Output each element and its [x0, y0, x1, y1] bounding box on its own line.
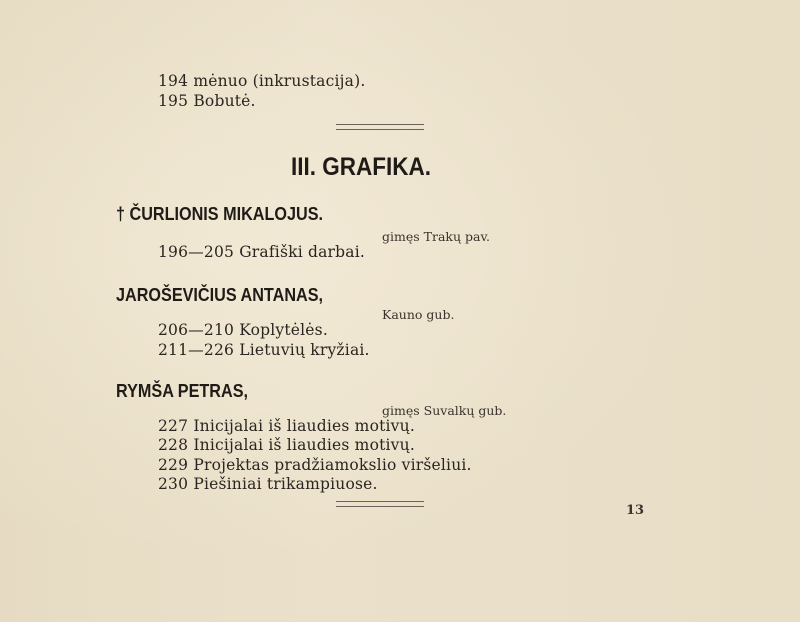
entry-title: Inicijalai iš liaudies motivų.: [193, 417, 415, 435]
entry-title: Lietuvių kryžiai.: [239, 341, 370, 359]
entry-number: 195: [158, 92, 189, 110]
end-divider: [336, 501, 424, 507]
entry-title: Projektas pradžiamokslio viršeliui.: [193, 456, 472, 474]
entry-title: mėnuo (inkrustacija).: [193, 72, 366, 90]
artist-origin: Kauno gub.: [382, 307, 455, 322]
work-entry: [158, 417, 415, 435]
entry-title: Bobutė.: [193, 92, 256, 110]
artist-origin: gimęs Trakų pav.: [382, 229, 491, 244]
work-entry: [158, 456, 472, 474]
entry-number: 206—210: [158, 321, 235, 339]
artist-name: † ČURLIONIS MIKALOJUS.: [116, 204, 324, 224]
entry-title: Piešiniai trikampiuose.: [193, 475, 378, 493]
show-through-text: [560, 95, 780, 395]
entry-number: 211—226: [158, 341, 235, 359]
page-number: 13: [626, 503, 645, 518]
section-divider: [336, 124, 424, 130]
entry-title: Grafiški darbai.: [239, 243, 365, 261]
entry-195: [158, 92, 256, 110]
artist-origin: gimęs Suvalkų gub.: [382, 403, 507, 418]
artist-name: JAROŠEVIČIUS ANTANAS,: [116, 285, 324, 305]
entry-title: Inicijalai iš liaudies motivų.: [193, 436, 415, 454]
entry-number: 230: [158, 475, 189, 493]
work-entry: [158, 475, 378, 493]
entry-number: 196—205: [158, 243, 235, 261]
section-title: III. GRAFIKA.: [291, 153, 432, 181]
work-entry: [158, 436, 415, 454]
entry-title: Koplytėlės.: [239, 321, 328, 339]
entry-number: 229: [158, 456, 189, 474]
entry-number: 227: [158, 417, 189, 435]
artist-name: RYMŠA PETRAS,: [116, 381, 249, 401]
work-entry: [158, 243, 365, 261]
entry-number: 228: [158, 436, 189, 454]
work-entry: [158, 341, 370, 359]
work-entry: [158, 321, 328, 339]
entry-194: [158, 72, 365, 90]
entry-number: 194: [158, 72, 189, 90]
